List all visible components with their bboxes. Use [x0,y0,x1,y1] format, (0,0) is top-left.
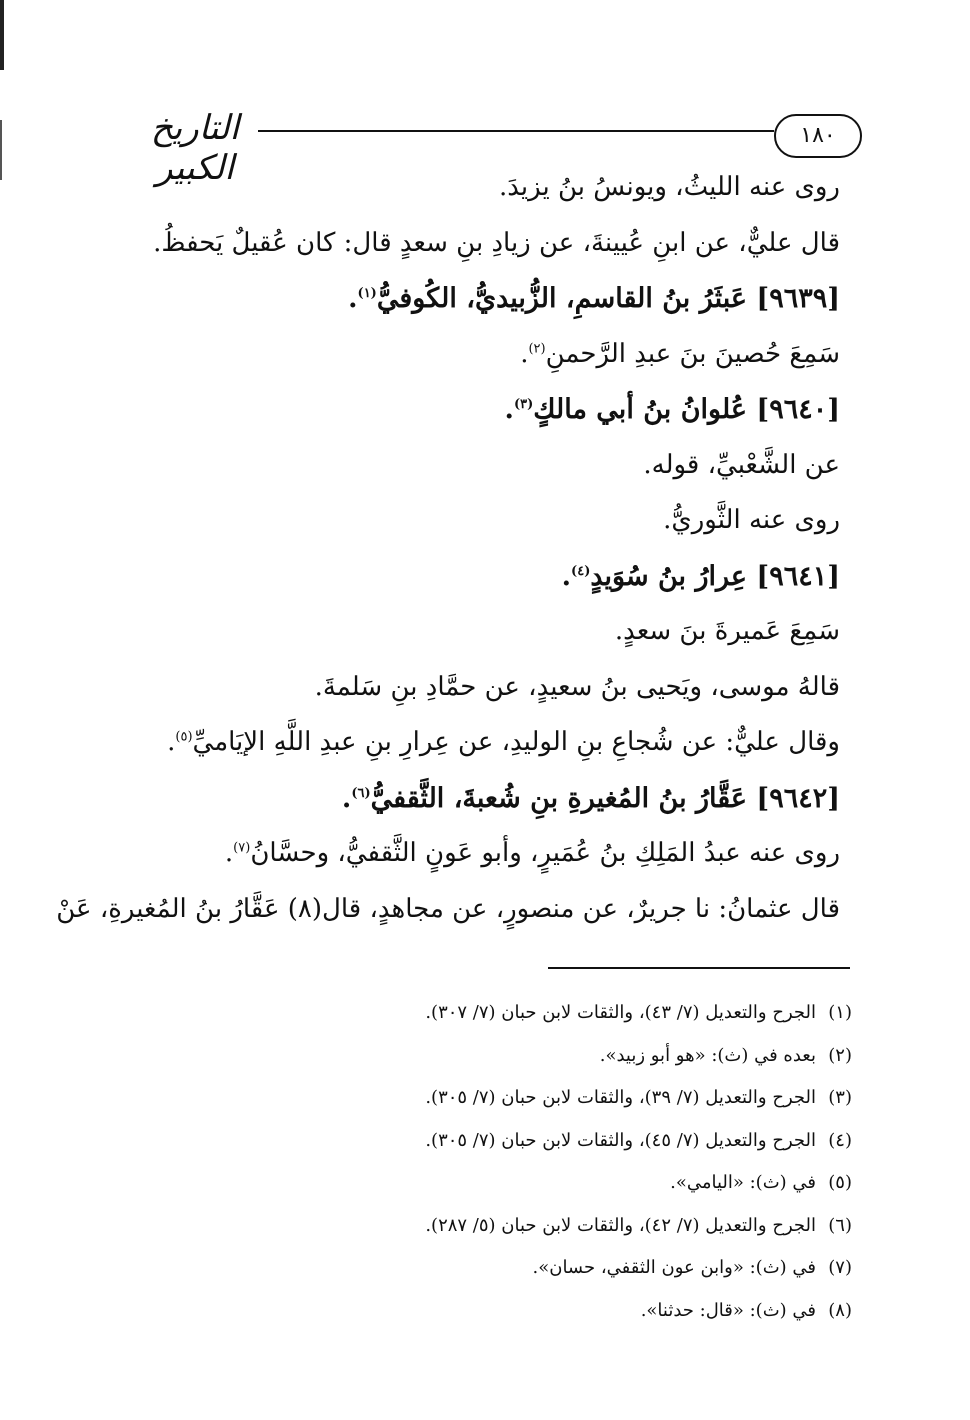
footnote-text: بعده في (ث): «هو أبو زبيد». [599,1044,816,1066]
footnote-text: الجرح والتعديل (٧/ ٣٩)، والثقات لابن حبان (٧/ ٣٠٥). [425,1087,816,1108]
footnote-number: (٨) [828,1299,852,1321]
line-text: سَمِعَ عَميرةَ بنَ سعدٍ. [614,616,840,646]
body-line [110,715,840,771]
footnote [300,992,852,1035]
body-line [110,604,840,660]
body-line [56,882,840,938]
scan-edge-mark [0,0,4,70]
line-text: سَمِعَ حُصينَ بنَ عبدِ الرَّحمنِ [545,338,840,369]
footnote [300,1205,852,1248]
line-text: قال عثمانُ: نا جريرٌ، عن منصورٍ، عن مجاهدٍ، قال(٨) عَقَّارُ بنُ المُغيرةِ، عَنْ [56,893,840,924]
period: . [561,560,572,592]
period: . [348,283,358,314]
footnote-text: في (ث): «اليامي». [670,1172,816,1193]
footnote [300,1120,852,1163]
entry-heading [110,382,840,438]
footnote [300,1162,852,1205]
footnote [300,1290,852,1333]
running-title: التاريخ الكبير [150,108,240,188]
footnote-ref[interactable]: (٧) [233,840,251,856]
footnote-ref[interactable]: (٤) [571,563,591,579]
footnote-number: (٢) [828,1044,852,1066]
header-rule [258,130,774,132]
footnote-ref[interactable]: (٢) [528,340,546,356]
footnote-number: (٣) [828,1087,852,1108]
period: . [167,727,176,757]
entry-heading [110,771,840,827]
footnote-number: (٧) [828,1257,852,1278]
body-line [110,216,840,272]
line-text: [٩٦٣٩] عَبثَرُ بنُ القاسمِ، الزُّبيديُّ، الكُوفيُّ [376,283,840,314]
line-text: [٩٦٤٢] عَقَّارُ بنُ المُغيرةِ بنِ شُعبةَ، الثَّقفيُّ [370,782,840,814]
line-text: روى عنه الثَّوريُّ. [663,505,840,535]
footnote-text: الجرح والتعديل (٧/ ٤٢)، والثقات لابن حبان (٥/ ٢٨٧). [425,1214,816,1236]
period: . [504,394,514,425]
body-line [110,826,840,882]
footnote-text: الجرح والتعديل (٧/ ٤٥)، والثقات لابن حبان (٧/ ٣٠٥). [425,1129,816,1151]
scan-edge-mark [0,120,2,180]
footnote-ref[interactable]: (٦) [351,785,371,801]
footnote-ref[interactable]: (٣) [513,397,534,412]
footnote [300,1247,852,1290]
body-line [110,160,840,216]
body-line [110,660,840,716]
line-text: قال عليٌّ، عن ابنِ عُيينةَ، عن زيادِ بنِ سعدٍ قال: كان عُقيلٌ يَحفظُ. [153,227,840,258]
line-text: عن الشَّعْبيِّ، قوله. [643,449,840,480]
footnote-number: (٥) [828,1172,852,1193]
footnote-number: (٤) [828,1129,852,1151]
line-text: روى عنه الليثُ، ويونسُ بنُ يزيدَ. [499,172,840,202]
footnote-separator [548,967,850,969]
page-number-badge: ١٨٠ [774,114,862,158]
entry-heading [110,271,840,327]
footnote-number: (٦) [828,1214,852,1236]
line-text: روى عنه عبدُ المَلِكِ بنُ عُمَيرٍ، وأبو عَونٍ الثَّقفيُّ، وحسَّانُ [250,838,840,868]
footnote [300,1077,852,1120]
footnote-text: الجرح والتعديل (٧/ ٤٣)، والثقات لابن حبان (٧/ ٣٠٧). [425,1002,816,1023]
line-text: [٩٦٤٠] عُلوانُ بنُ أبي مالكٍ [533,394,840,425]
footnote [300,1035,852,1078]
footnote-text: في (ث): «وابن عون الثقفي، حسان». [532,1257,816,1278]
line-text: قالهُ موسى، ويَحيى بنُ سعيدٍ، عن حمَّادِ بنِ سَلمةَ. [314,671,840,702]
footnote-ref[interactable]: (١) [357,286,377,301]
footnote-ref[interactable]: (٥) [175,729,193,745]
footnote-number: (١) [828,1002,852,1023]
period: . [520,338,529,369]
footnotes [300,992,852,1332]
period: . [341,782,352,814]
line-text: وقال عليٌّ: عن شُجاعِ بنِ الوليدِ، عن عِرارِ بنِ عبدِ اللَّهِ الإيَاميِّ [192,727,840,757]
entry-heading [110,549,840,605]
line-text: [٩٦٤١] عِرارُ بنُ سُوَيدٍ [590,560,840,592]
body-line [110,493,840,549]
body-line [110,438,840,494]
period: . [224,838,234,868]
footnote-text: في (ث): «قال: حدثنا». [640,1299,816,1321]
body-line [110,327,840,383]
body-text [56,160,840,937]
